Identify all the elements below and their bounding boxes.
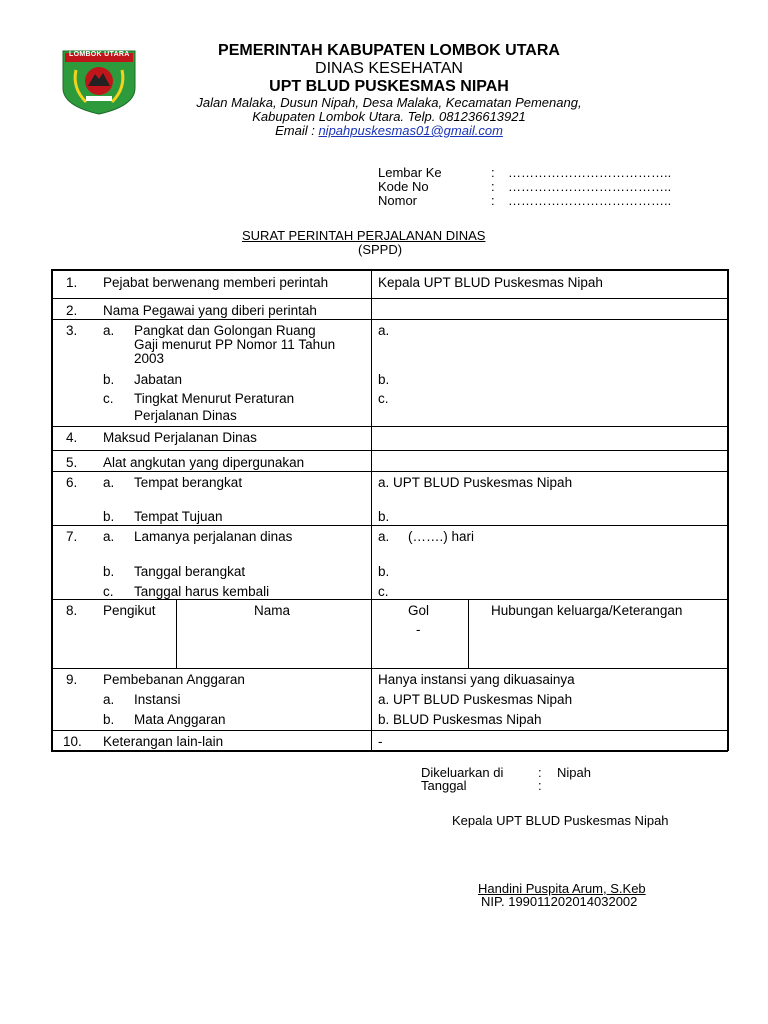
issued-at-value: Nipah xyxy=(557,765,591,780)
row-9a-letter: a. xyxy=(103,692,115,707)
row-4-label: Maksud Perjalanan Dinas xyxy=(103,430,257,445)
document-subtitle: (SPPD) xyxy=(358,242,403,257)
row-7c-label: Tanggal harus kembali xyxy=(134,584,270,599)
row-6a-value: a. UPT BLUD Puskesmas Nipah xyxy=(378,475,573,490)
document-title: SURAT PERINTAH PERJALANAN DINAS xyxy=(242,228,486,243)
row-3b-letter: b. xyxy=(103,372,115,387)
row-7a-label: Lamanya perjalanan dinas xyxy=(134,529,293,544)
row-9a-value: a. UPT BLUD Puskesmas Nipah xyxy=(378,692,573,707)
row-7a-letter: a. xyxy=(103,529,115,544)
address-line-1: Jalan Malaka, Dusun Nipah, Desa Malaka, Kecamatan Pemenang, xyxy=(196,95,582,110)
issued-at-label: Dikeluarkan di xyxy=(421,765,504,780)
row-8-nama-header: Nama xyxy=(254,603,291,618)
row-10-value: - xyxy=(378,734,383,749)
row-7b-letter: b. xyxy=(103,564,115,579)
row-7c-value: c. xyxy=(378,584,389,599)
row-10-label: Keterangan lain-lain xyxy=(103,734,224,749)
row-6b-value: b. xyxy=(378,509,390,524)
row-8-number: 8. xyxy=(66,603,78,618)
row-9b-value: b. BLUD Puskesmas Nipah xyxy=(378,712,542,727)
meta-nomor-sep: : xyxy=(491,193,495,208)
row-3a-line-1: Pangkat dan Golongan Ruang xyxy=(134,323,316,338)
signer-name: Handini Puspita Arum, S.Keb xyxy=(478,881,646,896)
address-line-2: Kabupaten Lombok Utara. Telp. 081236613921 xyxy=(252,109,526,124)
row-6b-letter: b. xyxy=(103,509,115,524)
row-7b-value: b. xyxy=(378,564,390,579)
row-9b-letter: b. xyxy=(103,712,115,727)
row-9-number: 9. xyxy=(66,672,78,687)
row-6b-label: Tempat Tujuan xyxy=(134,509,223,524)
email-label: Email : xyxy=(275,123,315,138)
row-8-label: Pengikut xyxy=(103,603,156,618)
row-9a-label: Instansi xyxy=(134,692,181,707)
row-3a-letter: a. xyxy=(103,323,115,338)
meta-lembar-sep: : xyxy=(491,165,495,180)
row-1-value: Kepala UPT BLUD Puskesmas Nipah xyxy=(378,275,603,290)
meta-nomor-value: ……………………………….. xyxy=(508,193,672,208)
row-8-gol-dash: - xyxy=(416,622,421,637)
row-7a-value: (…….) hari xyxy=(408,529,475,544)
meta-kode-sep: : xyxy=(491,179,495,194)
row-1-number: 1. xyxy=(66,275,78,290)
date-sep: : xyxy=(538,778,542,793)
row-9-value-head: Hanya instansi yang dikuasainya xyxy=(378,672,575,687)
row-5-label: Alat angkutan yang dipergunakan xyxy=(103,455,305,470)
row-5-number: 5. xyxy=(66,455,78,470)
meta-nomor-label: Nomor xyxy=(378,193,418,208)
signer-nip: NIP. 199011202014032002 xyxy=(481,894,638,909)
issued-at-sep: : xyxy=(538,765,542,780)
row-3a-line-2: Gaji menurut PP Nomor 11 Tahun xyxy=(134,337,336,352)
row-8-hubungan-header: Hubungan keluarga/Keterangan xyxy=(491,603,683,618)
row-4-number: 4. xyxy=(66,430,78,445)
row-6a-letter: a. xyxy=(103,475,115,490)
department-name: DINAS KESEHATAN xyxy=(315,60,463,77)
row-3c-line-2: Perjalanan Dinas xyxy=(134,408,237,423)
government-name: PEMERINTAH KABUPATEN LOMBOK UTARA xyxy=(218,42,560,59)
row-2-label: Nama Pegawai yang diberi perintah xyxy=(103,303,317,318)
row-3a-value: a. xyxy=(378,323,390,338)
row-10-number: 10. xyxy=(63,734,82,749)
row-3c-line-1: Tingkat Menurut Peraturan xyxy=(134,391,295,406)
meta-kode-label: Kode No xyxy=(378,179,429,194)
row-3b-label: Jabatan xyxy=(134,372,183,387)
logo-text: LOMBOK UTARA xyxy=(69,51,130,58)
row-7a-value-letter: a. xyxy=(378,529,390,544)
row-3c-value: c. xyxy=(378,391,389,406)
row-9b-label: Mata Anggaran xyxy=(134,712,226,727)
row-7-number: 7. xyxy=(66,529,78,544)
row-6-number: 6. xyxy=(66,475,78,490)
meta-kode-value: ……………………………….. xyxy=(508,179,672,194)
row-2-number: 2. xyxy=(66,303,78,318)
row-3a-line-3: 2003 xyxy=(134,351,165,366)
unit-name: UPT BLUD PUSKESMAS NIPAH xyxy=(269,78,509,95)
meta-lembar-value: ……………………………….. xyxy=(508,165,672,180)
row-6a-label: Tempat berangkat xyxy=(134,475,243,490)
row-3-number: 3. xyxy=(66,323,78,338)
signer-title: Kepala UPT BLUD Puskesmas Nipah xyxy=(452,813,669,828)
row-7b-label: Tanggal berangkat xyxy=(134,564,246,579)
row-3b-value: b. xyxy=(378,372,390,387)
email-link[interactable]: nipahpuskesmas01@gmail.com xyxy=(318,123,503,138)
row-1-label: Pejabat berwenang memberi perintah xyxy=(103,275,329,290)
row-7c-letter: c. xyxy=(103,584,114,599)
row-8-gol-header: Gol xyxy=(408,603,430,618)
row-3c-letter: c. xyxy=(103,391,114,406)
row-9-label: Pembebanan Anggaran xyxy=(103,672,245,687)
date-label: Tanggal xyxy=(421,778,467,793)
meta-lembar-label: Lembar Ke xyxy=(378,165,442,180)
